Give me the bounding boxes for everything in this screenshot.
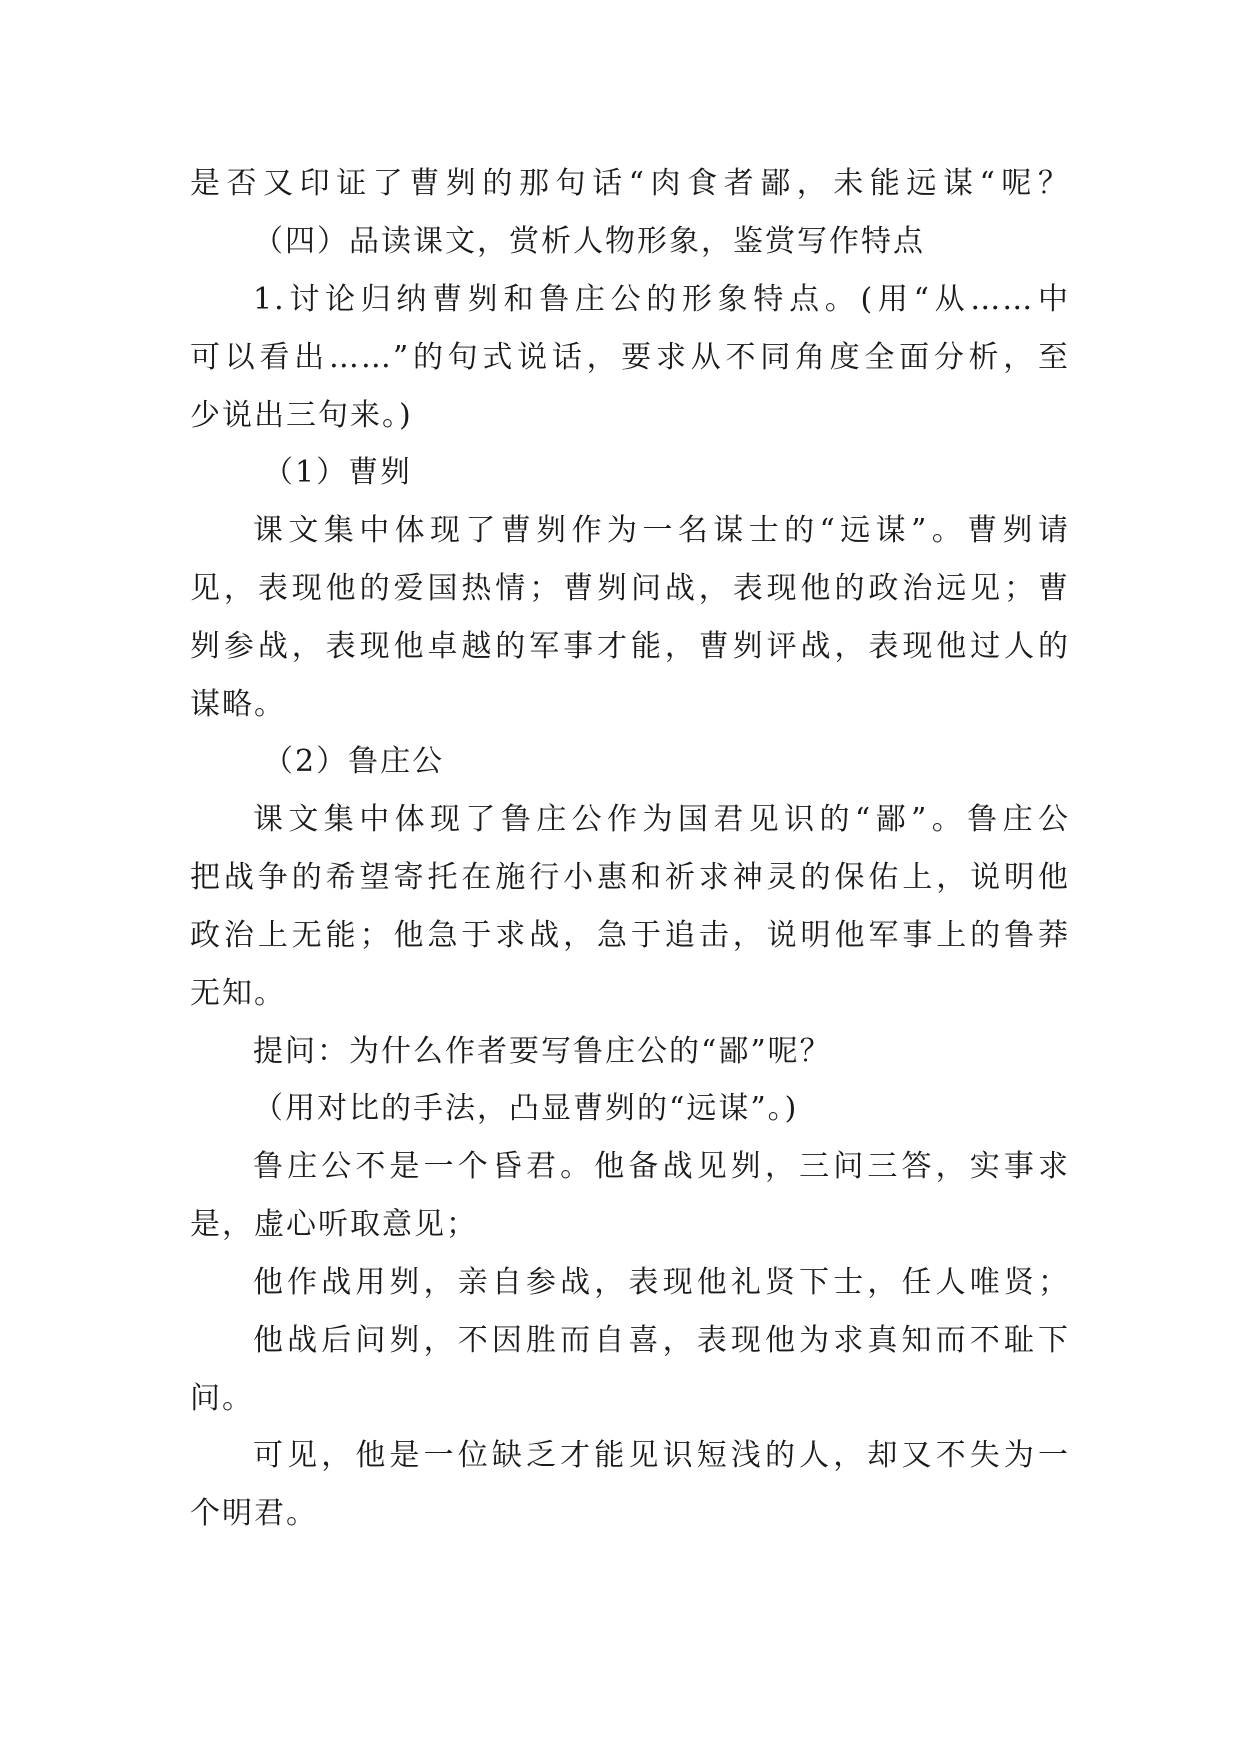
paragraph-line: 刿参战，表现他卓越的军事才能，曹刿评战，表现他过人的 [190,629,1070,664]
paragraph-line: 问。 [190,1381,254,1416]
paragraph-line: 课文集中体现了曹刿作为一名谋士的“远谋”。曹刿请 [253,513,1070,548]
paragraph-line: 是否又印证了曹刿的那句话“肉食者鄙，未能远谋“呢？ [190,166,1070,201]
paragraph-line: 可见，他是一位缺乏才能见识短浅的人，却又不失为一 [253,1438,1070,1473]
paragraph-line: 谋略。 [190,687,286,722]
paragraph-line: 无知。 [190,976,286,1011]
paragraph-line: 见，表现他的爱国热情；曹刿问战，表现他的政治远见；曹 [190,571,1070,606]
subsection-heading: （2）鲁庄公 [263,744,445,779]
paragraph-line: 少说出三句来。) [190,398,413,433]
section-heading: （四）品读课文，赏析人物形象，鉴赏写作特点 [253,224,925,259]
paragraph-line: 课文集中体现了鲁庄公作为国君见识的“鄙”。鲁庄公 [253,802,1070,837]
paragraph-line: 政治上无能；他急于求战，急于追击，说明他军事上的鲁莽 [190,918,1070,953]
paragraph-line: （用对比的手法，凸显曹刿的“远谋”。) [253,1091,799,1126]
paragraph-line: 1.讨论归纳曹刿和鲁庄公的形象特点。(用“从……中 [253,282,1070,317]
paragraph-line: 个明君。 [190,1496,318,1531]
subsection-heading: （1）曹刿 [263,455,413,490]
paragraph-line: 他作战用刿，亲自参战，表现他礼贤下士，任人唯贤； [253,1265,1070,1300]
paragraph-line: 可以看出……”的句式说话，要求从不同角度全面分析，至 [190,340,1070,375]
paragraph-line: 提问：为什么作者要写鲁庄公的“鄙”呢？ [253,1034,832,1069]
paragraph-line: 鲁庄公不是一个昏君。他备战见刿，三问三答，实事求 [253,1149,1070,1184]
paragraph-line: 他战后问刿，不因胜而自喜，表现他为求真知而不耻下 [253,1323,1070,1358]
paragraph-line: 把战争的希望寄托在施行小惠和祈求神灵的保佑上，说明他 [190,860,1070,895]
paragraph-line: 是，虚心听取意见； [190,1207,478,1242]
